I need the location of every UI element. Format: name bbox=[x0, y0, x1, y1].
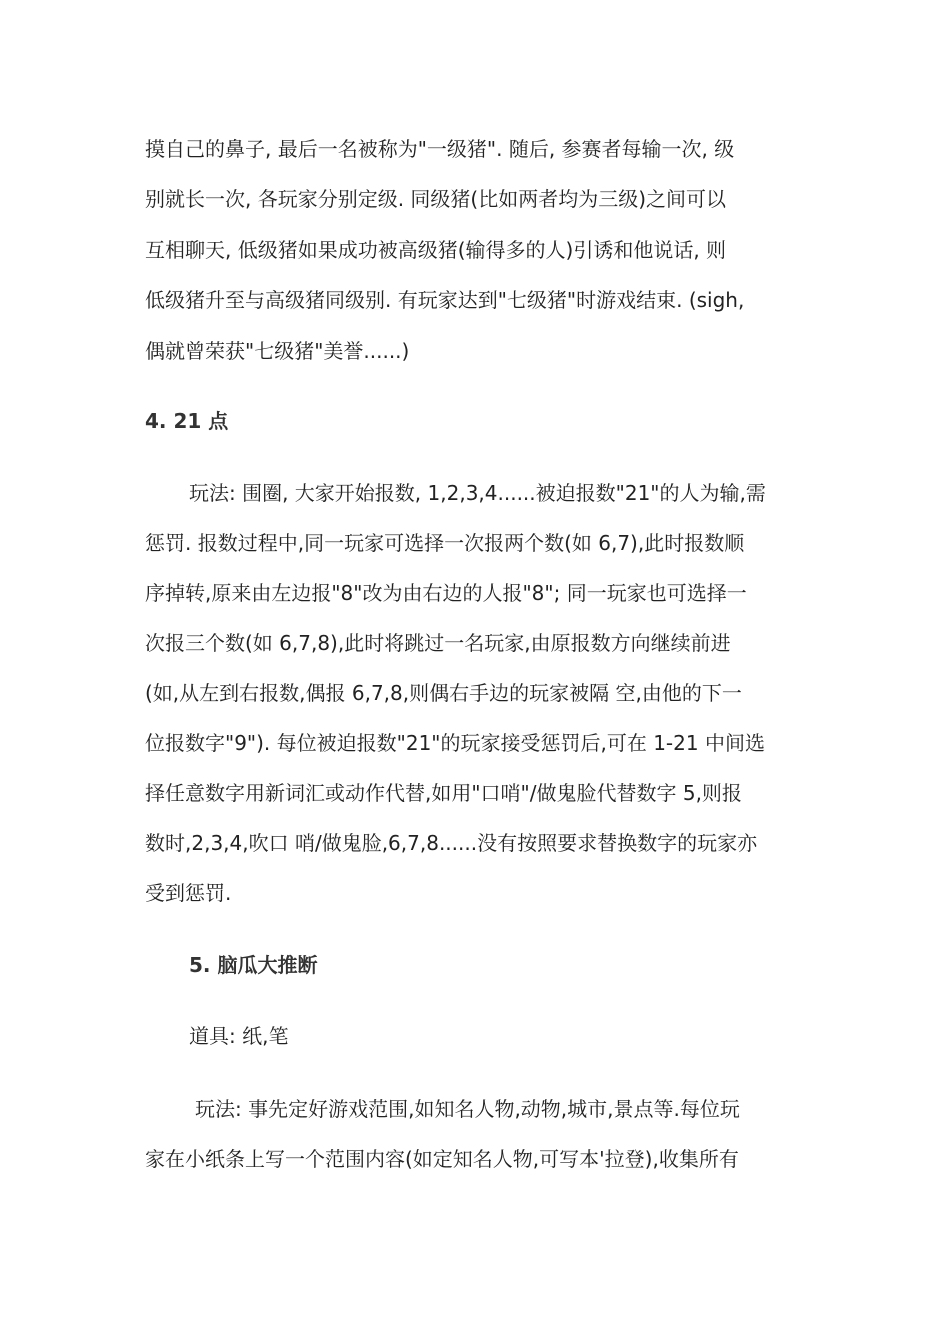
paragraph-line: (如,从左到右报数,偶报 6,7,8,则偶右手边的玩家被隔 空,由他的下一 bbox=[145, 681, 742, 705]
paragraph-line: 数时,2,3,4,吹口 哨/做鬼脸,6,7,8......没有按照要求替换数字的玩家亦 bbox=[145, 831, 758, 855]
paragraph-line: 受到惩罚. bbox=[145, 881, 232, 905]
paragraph-line: 家在小纸条上写一个范围内容(如定知名人物,可写本'拉登),收集所有 bbox=[145, 1147, 739, 1171]
paragraph-line: 序掉转,原来由左边报"8"改为由右边的人报"8"; 同一玩家也可选择一 bbox=[145, 581, 747, 605]
paragraph-line: 玩法: 围圈, 大家开始报数, 1,2,3,4......被迫报数"21"的人为输,需 bbox=[189, 481, 766, 505]
paragraph-line: 互相聊天, 低级猪如果成功被高级猪(输得多的人)引诱和他说话, 则 bbox=[145, 238, 727, 262]
paragraph-line: 偶就曾荣获"七级猪"美誉......) bbox=[145, 339, 410, 363]
section-heading-21: 4. 21 点 bbox=[145, 409, 229, 433]
paragraph-line: 惩罚. 报数过程中,同一玩家可选择一次报两个数(如 6,7),此时报数顺 bbox=[145, 531, 745, 555]
section-heading-guess: 5. 脑瓜大推断 bbox=[189, 953, 318, 977]
paragraph-line: 低级猪升至与高级猪同级别. 有玩家达到"七级猪"时游戏结束. (sigh, bbox=[145, 288, 745, 312]
paragraph-line: 摸自己的鼻子, 最后一名被称为"一级猪". 随后, 参赛者每输一次, 级 bbox=[145, 137, 735, 161]
props-line: 道具: 纸,笔 bbox=[189, 1024, 289, 1048]
paragraph-line: 择任意数字用新词汇或动作代替,如用"口哨"/做鬼脸代替数字 5,则报 bbox=[145, 781, 742, 805]
paragraph-line: 位报数字"9"). 每位被迫报数"21"的玩家接受惩罚后,可在 1-21 中间选 bbox=[145, 731, 765, 755]
paragraph-line: 玩法: 事先定好游戏范围,如知名人物,动物,城市,景点等.每位玩 bbox=[195, 1097, 740, 1121]
paragraph-line: 次报三个数(如 6,7,8),此时将跳过一名玩家,由原报数方向继续前进 bbox=[145, 631, 731, 655]
paragraph-line: 别就长一次, 各玩家分别定级. 同级猪(比如两者均为三级)之间可以 bbox=[145, 187, 727, 211]
